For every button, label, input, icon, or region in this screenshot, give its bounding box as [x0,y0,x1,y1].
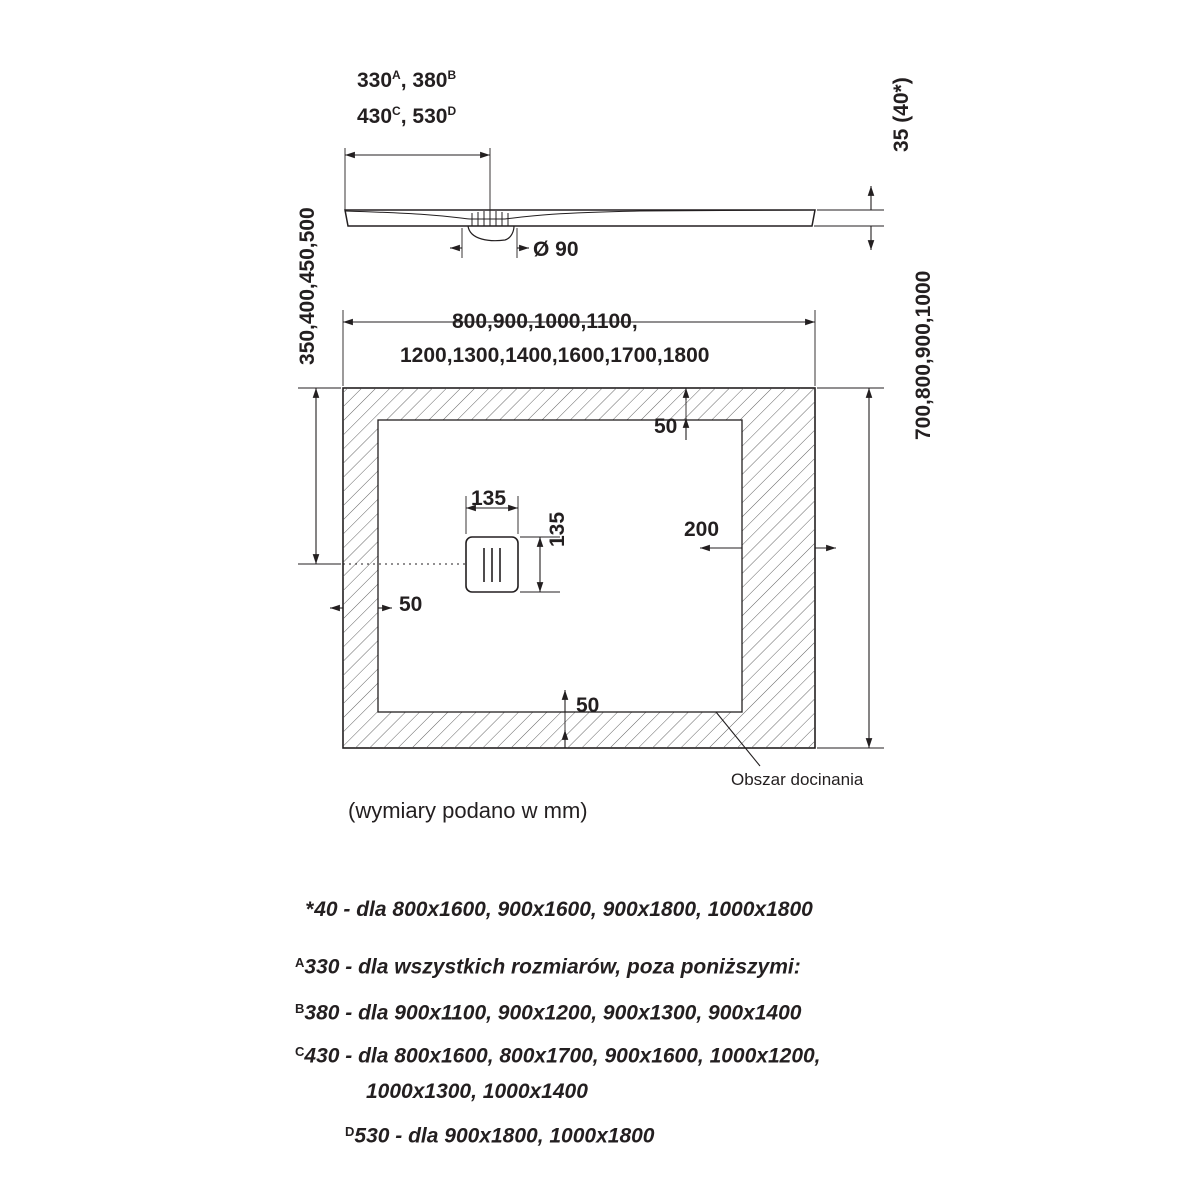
footnote-asterisk: *40 - dla 800x1600, 900x1600, 900x1800, 1000x1800 [306,898,813,921]
footnote-c-line2: 1000x1300, 1000x1400 [366,1080,588,1103]
offset-200-label: 200 [684,518,720,541]
cut-area-label: Obszar docinania [731,770,864,789]
plan-width-line1: 800,900,1000,1100, [452,310,638,333]
footnote-c: $^C$430 - dla 800x1600, 800x1700, 900x1600, 1000x1200, [295,1044,821,1068]
plan-height-label: 700,800,900,1000 [912,270,935,440]
drain-width-label: 135 [471,487,507,510]
thickness-label: 35 (40*) [890,77,913,152]
footnote-b: $^B$380 - dla 900x1100, 900x1200, 900x1300, 900x1400 [295,1001,802,1025]
drain-diameter-label: Ø 90 [533,238,579,261]
inner-top-50-label: 50 [654,415,678,438]
units-note: (wymiary podano w mm) [348,798,588,823]
plan-left-offset-label: 350,400,450,500 [296,207,319,365]
inner-bottom-50-label: 50 [576,694,600,717]
side-view-top-dimension-line1: $330^A$, $380^B$ [357,68,457,92]
drain-height-label: 135 [546,511,569,547]
plan-width-line2: 1200,1300,1400,1600,1700,1800 [400,344,710,367]
side-view-top-dimension-line2: $430^C$, $530^D$ [357,104,457,128]
footnote-a: $^A$330 - dla wszystkich rozmiarów, poza poniższymi: [295,955,801,979]
footnote-d: $^D$530 - dla 900x1800, 1000x1800 [345,1124,655,1148]
inner-left-50-label: 50 [399,593,423,616]
